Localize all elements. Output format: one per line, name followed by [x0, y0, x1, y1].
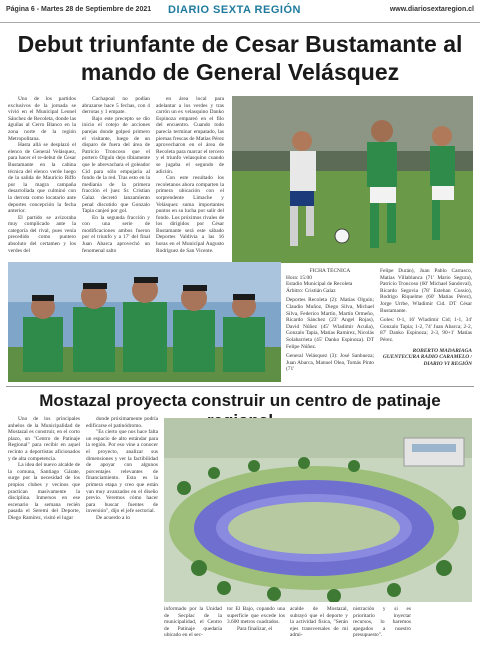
paragraph: De acuerdo a lo: [96, 514, 130, 521]
paragraph: Uno de los partidos exclusivos de la jornada se vivió en el Municipal Leonel Sánchez de Recoleta, donde las águilas al Cerro Blanco en la zona norte de la región Metropolitana.: [8, 96, 76, 142]
match-referee: Árbitro: Cristián Galaz: [286, 287, 336, 294]
paragraph: en área local para adelantar a los verdes y tras carrón un ex velasquino Danko Espinoza empareó en el filo del encuentro. Cuando todo parecía terminar empatado, las piernas frescas de Matías Pérez aprovecharon en el área de Recoleta para marcar el tercero y el triunfo velasquino cuando se jugaba el segundo de adición.: [156, 96, 224, 175]
match-sheet-title: FICHA TÉCNICA: [309, 268, 351, 274]
match-sheet-column-2: [380, 268, 472, 386]
paragraph: Bajo este precepto se dio inicio el cotejo de acciones parejas donde golpeó primero el visitante, luego de un disparo de fuera del área de Patricio Troncoso que el portero Olguín dejo tibiamente que le abrevachara el goleador Cid para sólo empujarla al fondo de la red. Tras esto en la mediania de la primera fracción el juez Sr. Cristian Galaz decretó lanzamiento penal discutido que Gonzalo Tapia canjeó por gol.: [82, 115, 150, 215]
match-stadium: Estadio Municipal de Recoleta: [286, 281, 353, 288]
match-sheet-column-1: [286, 268, 374, 386]
match-goals: Goles: 0-1, 16' Wladimir Cid; 1-1, 34' Gonzalo Tapia; 1-2, 74' Juan Abarca; 2-2, 87' Danko Espinoza; 2-3, 90+1' Matías Pérez.: [380, 317, 472, 343]
paragraph: tor El Bajo, copando una superficie que excede los 3.600 metros cuadrados.: [227, 606, 285, 626]
paragraph: En la segunda fracción y con una serie de modificaciones ambos fueron por el triunfo y a 17' del final Juan Abarca aprovechó un fenomenal salto: [82, 214, 150, 254]
paragraph: "Es cierto que nos hace falta un espacio de alto estándar para la región. Por eso vine a conocer el proyecto, analizar sus dimensiones y ver la factibilidad de apoyar con algunos porcentajes relevantes de financiamiento. Esta es la primera etapa y creo que están van muy avanzados en el diseño previo. Veremos cómo hacer para buscar fuentes de inversión", dijo el jefe sectorial.: [86, 429, 158, 515]
match-action-photo: [232, 96, 473, 263]
paragraph: El partido se avizoraba muy complicado ante la categoría del rival, pues venía precedido como puntero absoluto del certamen y los verdes del: [8, 214, 76, 254]
article2-column-5: [290, 606, 348, 666]
article1-column-1: [8, 96, 76, 256]
paragraph: acalde de Mostazal, subrayó que el deporte y la actividad física, "Serán ejes transversales de mi admi-: [290, 606, 348, 639]
team-celebration-photo: [8, 262, 281, 382]
article1-column-3: [156, 96, 224, 256]
paragraph: donde próximamente podría edificarse el patinódromo.: [86, 416, 158, 429]
away-lineup: General Velásquez (3): José Sanhueza; Juan Abarca, Manuel Olea, Tomás Pinto (71': [286, 353, 374, 373]
article1-column-2: [82, 96, 150, 256]
article2-column-2: [86, 416, 158, 666]
paragraph: Para finalizar, el: [237, 625, 273, 632]
paragraph: nistración y si es prioritario inyectar recursos, lo haremos apegados a nuestro presupuesto".: [353, 606, 411, 639]
paragraph: Cachapoal no podían abrazarse hace 5 fechas, con 4 derrotas y 1 empate.: [82, 96, 150, 116]
article2-column-4: [227, 606, 285, 666]
away-lineup-continued: Felipe Durán), Juan Pablo Carrasco, Matías Villablanca (71' Mario Segura), Patricio Troncoso (60' Michael Sandoval), Ricardo Segovia (78' Esteban Cossio), Rodrigo Riquelme (60' Matías Pérez), Jorge Urrbe, Wladimir Cid. DT César Bustamante.: [380, 268, 472, 314]
skating-center-render: [164, 418, 472, 602]
article2-column-3: [164, 606, 222, 666]
section-divider: [6, 386, 474, 387]
home-lineup: Deportes Recoleta (2): Matías Olguín; Claudio Muñoz, Diego Silva, Michael Silva, Federico Martín, Martín Ormeño, Ricardo Sánchez (23' Angel Rojas), David Núñez (45' Wladimir Acuña), Gonzalo Tapia, Matías Ramírez, Nicolás Solabarrieta (45' Danko Espinoza). DT Felipe Núñez.: [286, 297, 374, 350]
author-signature: ROBERTO MADARIAGA GUENTECURA RADIO CARAMELO / DIARIO VI REGIÓN: [382, 347, 472, 367]
website-link[interactable]: www.diariosextaregion.cl: [389, 6, 474, 13]
paragraph: Uno de los principales anhelos de la Municipalidad de Mostazal es construir, en el corto plazo, un "Centro de Patinaje Regional" para recibir en aquel recinto a deportistas aficionados y de alta competencia.: [8, 416, 80, 462]
paragraph: Hasta allá se desplazó el elenco de General Velásquez, para hacer el re-debut de Cesar Bustamante en la cabina técnica del elenco verde luego de la salida de Mauricio Riffo por la magra campaña desarrollada que culminó con la derrota como locatario ante deportes concepción la fecha anterior.: [8, 142, 76, 215]
article2-column-1: [8, 416, 80, 666]
newspaper-brand: DIARIO SEXTA REGIÓN: [168, 4, 301, 16]
paragraph: Con este resultado los recoletanos ahora comparten la primera ubicación con el sorprendente Limache y Velásquez suma importantes puntos en su lucha por salir del fondo. Los próximos rivales de los dirigidos por César Bustamante será este sábado Deportes Valdivia a las 16 horas en el Municipal Augusto Rodríguez de San Vicente.: [156, 175, 224, 254]
article2-column-6: [353, 606, 411, 666]
article1-headline: Debut triunfante de Cesar Bustamante al mando de General Velásquez: [17, 31, 463, 85]
paragraph: La idea del nuevo alcalde de la comuna, Santiago Gárate, surge por la necesidad de los propios clubes y vecinos que practican masivamente la disciplina. Inmersos en ese escenario la semana recién pasada el Seremi del Deporte, Diego Ramírez, visitó el lugar: [8, 462, 80, 521]
page-number-date: Página 6 - Martes 28 de Septiembre de 2021: [6, 6, 152, 13]
page-header: [0, 0, 480, 23]
match-time: Hora: 15:00: [286, 274, 312, 281]
paragraph: informado por la Unidad de Secplac de la municipalidad, el Centro de Patinaje quedaría ubicado en el sec-: [164, 606, 222, 639]
article2-headline: Mostazal proyecta construir un centro de patinaje: [39, 391, 441, 410]
